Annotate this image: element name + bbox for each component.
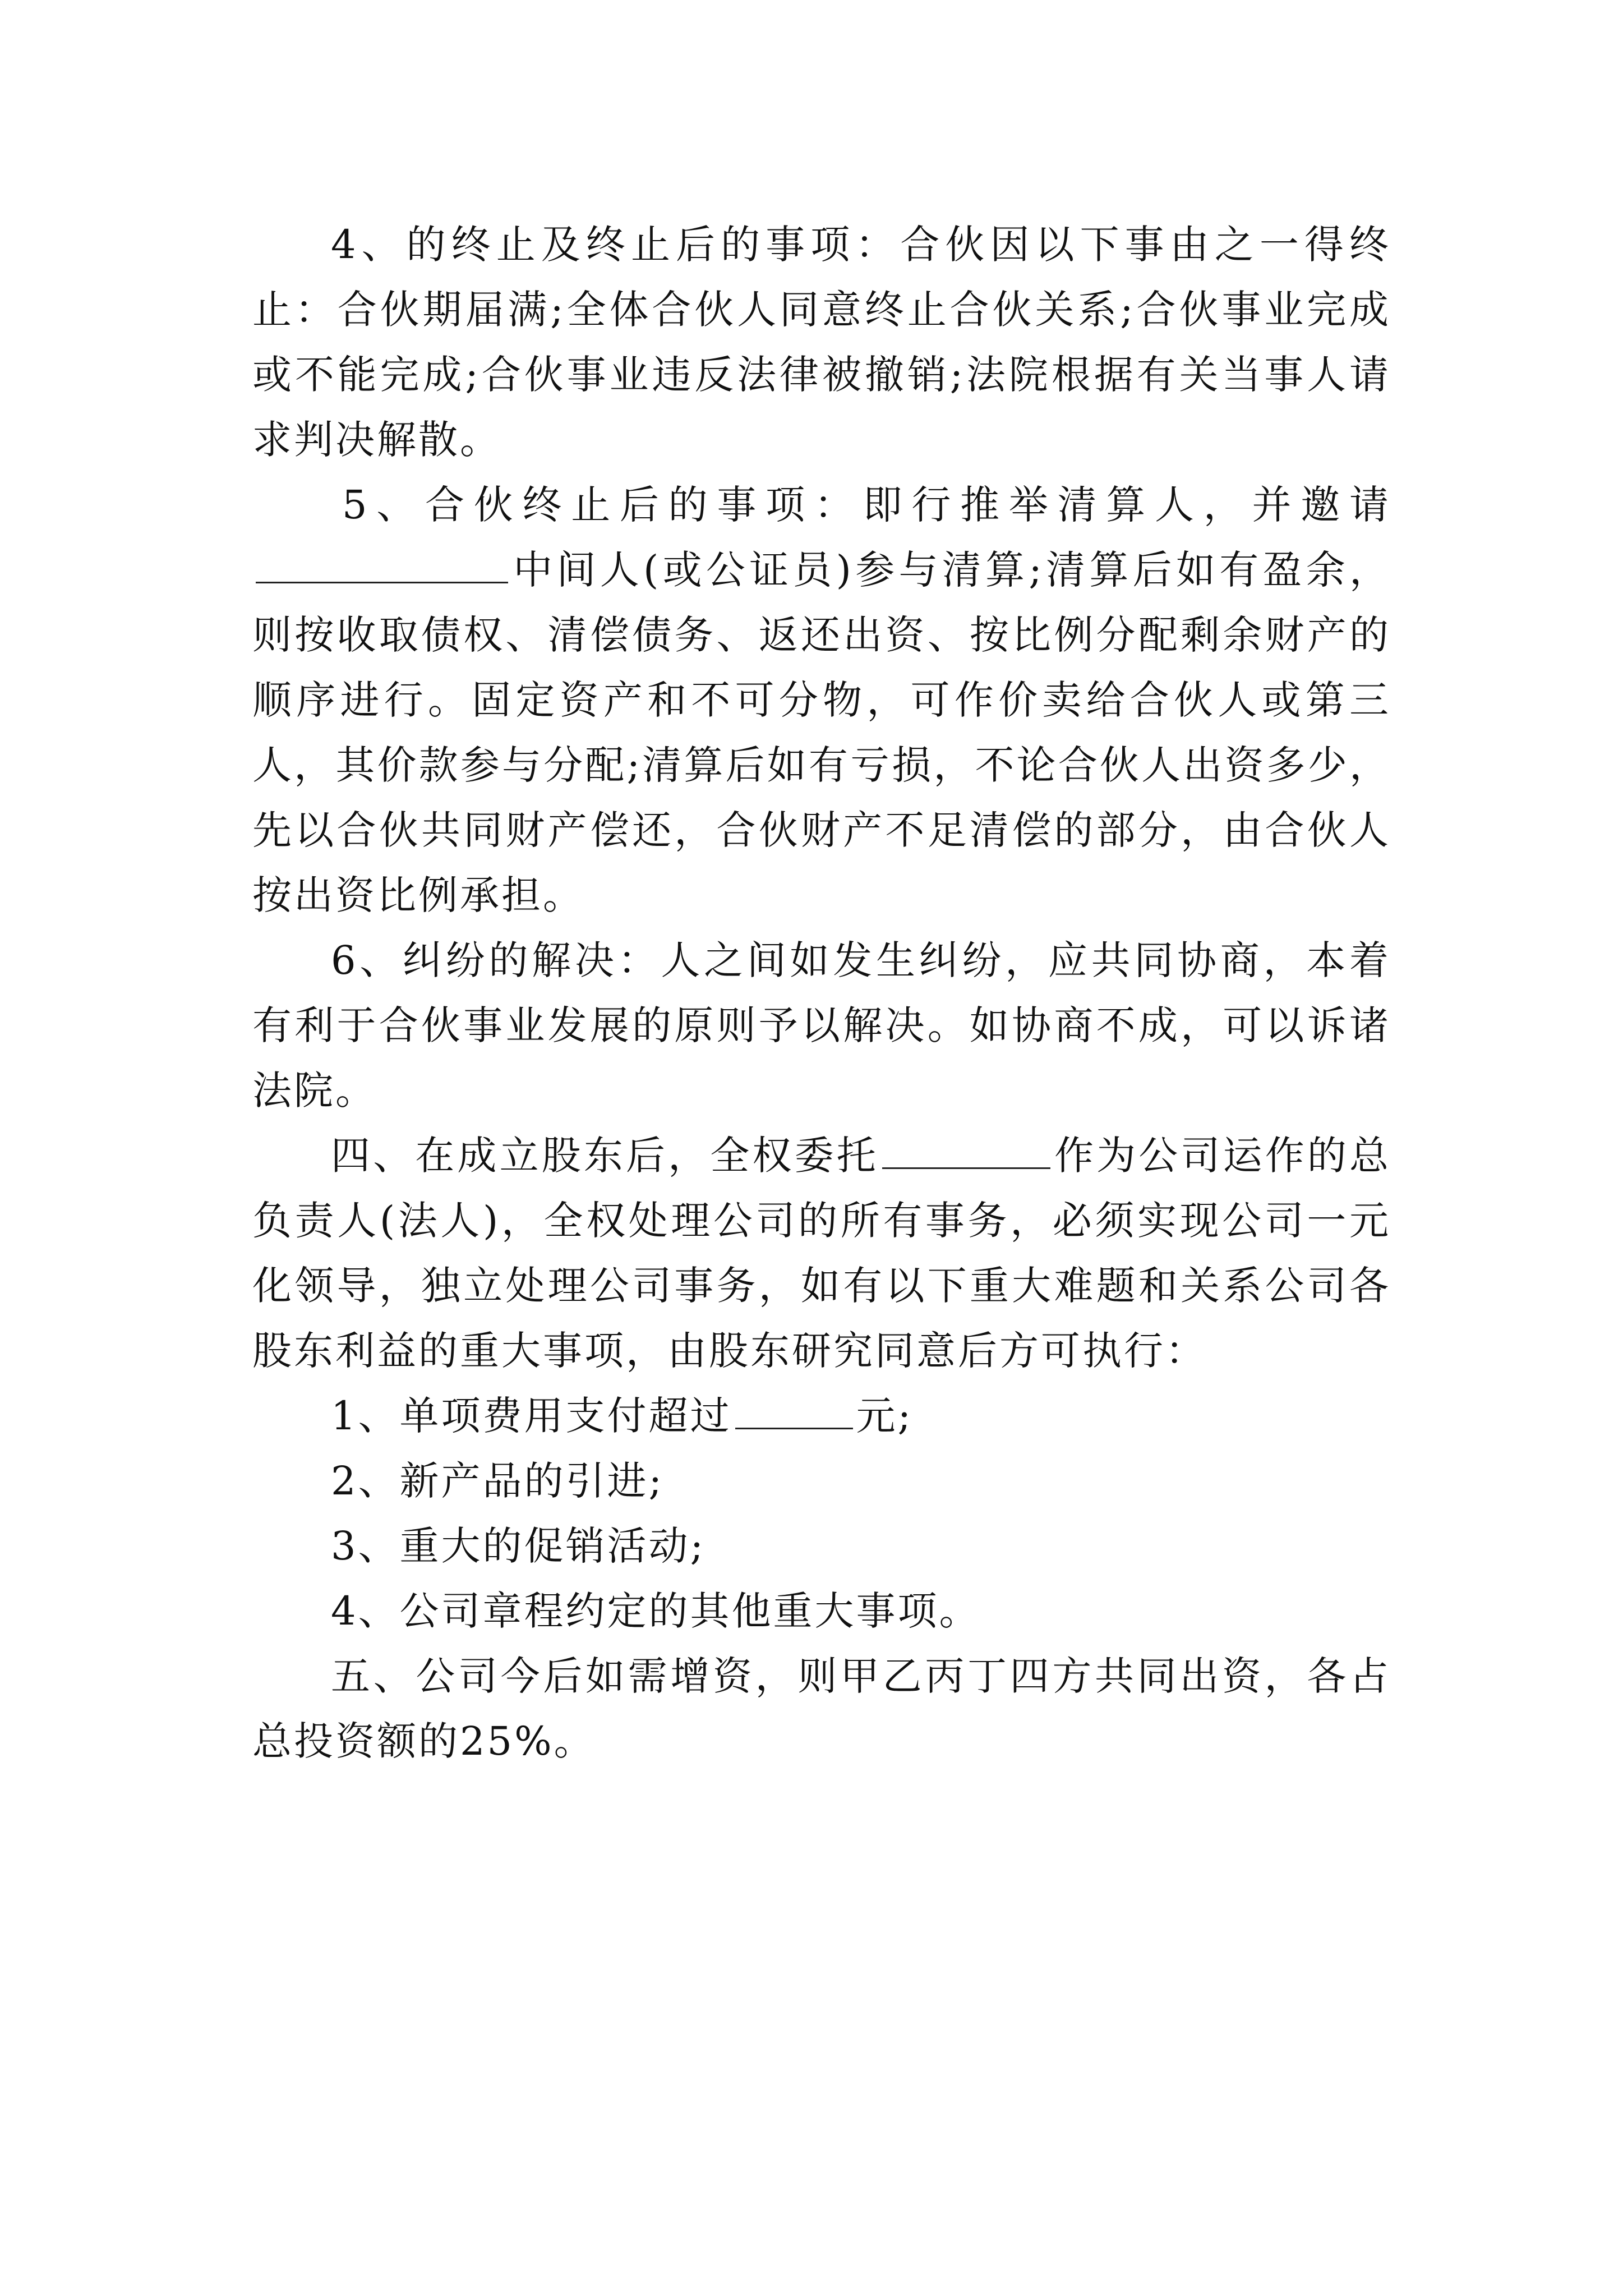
document-body — [252, 212, 1391, 1774]
list-item-expense-limit-label: 1、单项费用支付超过 — [331, 1393, 732, 1439]
list-item-promotions: 3、重大的促销活动; — [331, 1523, 706, 1569]
paragraph-after-termination-intro: 5、合伙终止后的事项：即行推举清算人，并邀请 — [342, 482, 1391, 528]
paragraph-dispute-resolution: 6、纠纷的解决：人之间如发生纠纷，应共同协商，本着有利于合伙事业发展的原则予以解决。如协商不成，可以诉诸法院。 — [252, 937, 1391, 1114]
list-item-expense-limit-unit: 元; — [856, 1393, 914, 1439]
list-item-expense-limit — [252, 1383, 1391, 1448]
list-item-new-products: 2、新产品的引进; — [331, 1458, 665, 1504]
paragraph-after-termination — [252, 472, 1391, 928]
paragraph-after-termination-body: 中间人(或公证员)参与清算;清算后如有盈余，则按收取债权、清偿债务、返还出资、按比例分配剩余财产的顺序进行。固定资产和不可分物，可作价卖给合伙人或第三人，其价款参与分配;清算后如有亏损，不论合伙人出资多少，先以合伙共同财产偿还，合伙财产不足清偿的部分，由合伙人按出资比例承担。 — [252, 547, 1391, 918]
paragraph-delegation-body: 作为公司运作的总负责人(法人)，全权处理公司的所有事务，必须实现公司一元化领导，独立处理公司事务，如有以下重大难题和关系公司各股东利益的重大事项，由股东研究同意后方可执行： — [252, 1133, 1391, 1374]
list-item-other-matters: 4、公司章程约定的其他重大事项。 — [331, 1588, 981, 1634]
paragraph-capital-increase: 五、公司今后如需增资，则甲乙丙丁四方共同出资，各占总投资额的25%。 — [252, 1653, 1391, 1764]
paragraph-delegation — [252, 1123, 1391, 1383]
blank-field-delegate — [882, 1128, 1050, 1169]
blank-field-amount — [735, 1388, 853, 1429]
paragraph-delegation-intro: 四、在成立股东后，全权委托 — [331, 1133, 879, 1179]
paragraph-termination: 4、的终止及终止后的事项：合伙因以下事由之一得终止：合伙期届满;全体合伙人同意终止合伙关系;合伙事业完成或不能完成;合伙事业违反法律被撤销;法院根据有关当事人请求判决解散。 — [252, 222, 1391, 463]
blank-field-intermediary — [256, 542, 508, 583]
